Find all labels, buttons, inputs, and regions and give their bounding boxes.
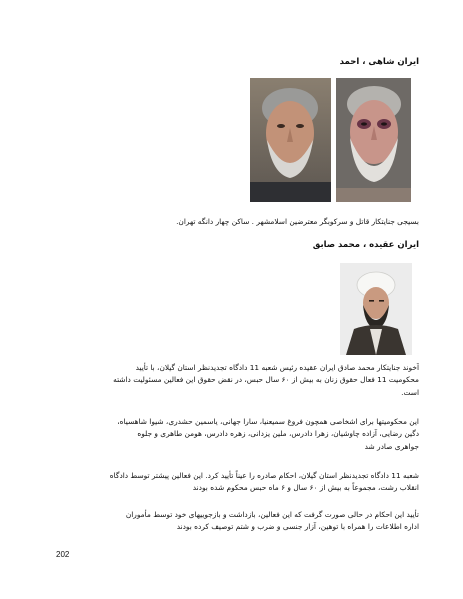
paragraph-line: شعبه 11 دادگاه تجدیدنظر استان گیلان، احکام صادره را عیناً تأیید کرد. این فعالین پیشتر توسط دادگاه — [109, 471, 419, 480]
section2-paragraph-4 — [39, 509, 419, 534]
paragraph-line: اداره اطلاعات را همراه با توهین، آزار جنسی و ضرب و شتم توصیف کرده بودند — [176, 522, 419, 532]
section1-caption — [39, 216, 419, 228]
paragraph-line: جواهری صادر شد — [364, 441, 419, 451]
photo-cleric — [340, 263, 412, 355]
section2-paragraph-3 — [39, 470, 419, 495]
paragraph-line: است. — [401, 387, 419, 397]
photo-bruised-face — [336, 78, 411, 202]
caption-line: بسیجی جنایتکار قاتل و سرکوبگر معترضین اسلامشهر . ساکن چهار دانگه تهران. — [176, 217, 419, 226]
paragraph-line: دگین رضایی، آزاده چاوشیان، زهرا دادرس، ملین یزدانی، زهره دادرس، هومن طاهری و جلوه — [137, 429, 419, 439]
paragraph-line: تأیید این احکام در حالی صورت گرفت که این فعالین، بازداشت و بازجوییهای خود توسط مأموران — [125, 510, 419, 519]
paragraph-line: این محکومیتها برای اشخاصی همچون فروغ سمیعنیا، سارا جهانی، یاسمین حشدری، شیوا شاهسیاه، — [117, 417, 419, 426]
section1-heading: ایران شاهی ، احمد — [339, 57, 419, 67]
section2-paragraph-2 — [39, 416, 419, 453]
paragraph-line: انقلاب رشت، مجموعاً به بیش از ۶۰ سال و ۶ ماه حبس محکوم شده بودند — [192, 483, 419, 493]
section2-heading: ایران عقیده ، محمد صابق — [312, 240, 419, 250]
page-number: 202 — [56, 550, 70, 559]
paragraph-line: آخوند جنایتکار محمد صادق ایران عقیده رئیس شعبه 11 دادگاه تجدیدنظر استان گیلان، با تأیید — [135, 363, 419, 372]
paragraph-line: محکومیت 11 فعال حقوق زنان به بیش از ۶۰ سال حبس، در نقض حقوق این فعالین مسئولیت داشته — [113, 375, 419, 385]
section2-paragraph-1 — [39, 362, 419, 399]
photo-bearded-face — [250, 78, 331, 202]
